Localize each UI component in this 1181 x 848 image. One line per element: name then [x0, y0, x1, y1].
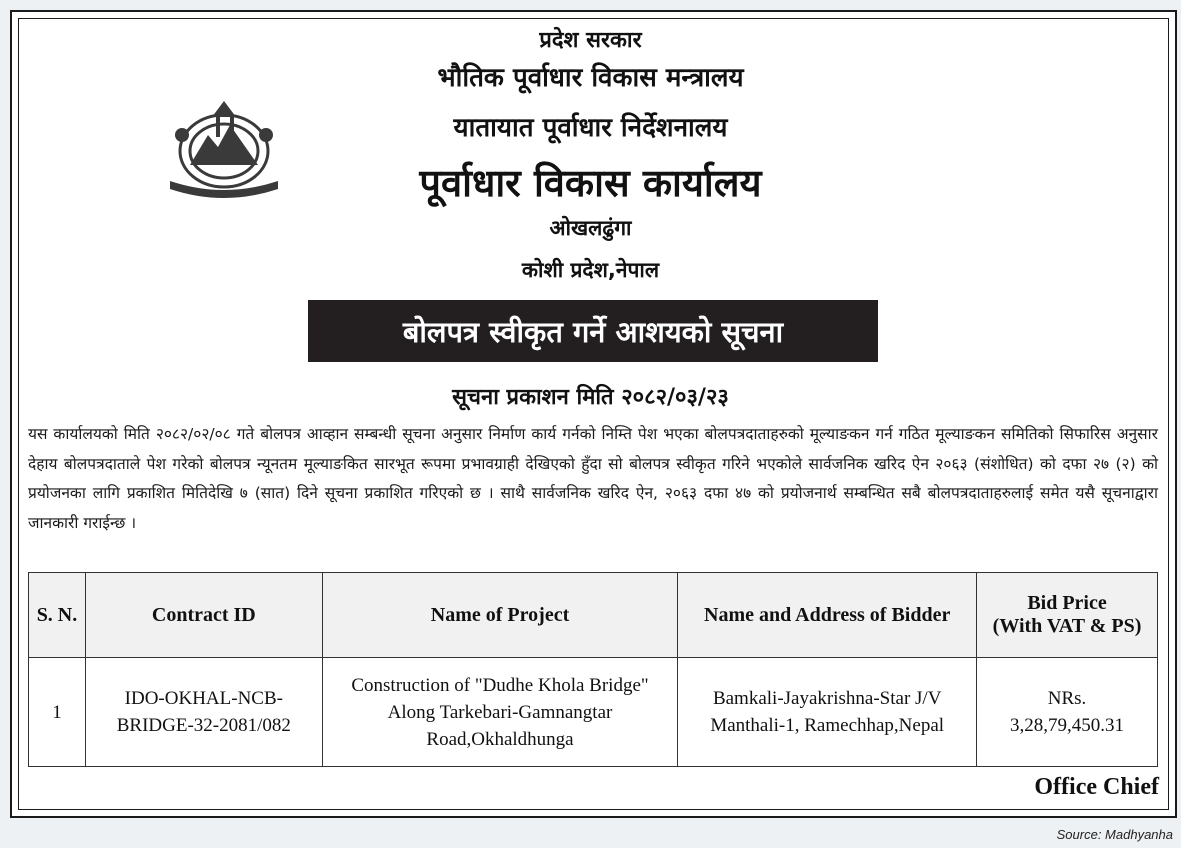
signature-office-chief: Office Chief	[1034, 774, 1159, 800]
cell-sn: 1	[29, 658, 86, 767]
price-currency: NRs.	[1047, 688, 1087, 709]
header-line-3: यातायात पूर्वाधार निर्देशनालय	[453, 113, 728, 143]
header-bid-price	[977, 573, 1158, 658]
cell-bidder	[678, 658, 977, 767]
notice-body-text: यस कार्यालयको मिति २०८२/०२/०८ गते बोलपत्र आव्हान सम्बन्धी सूचना अनुसार निर्माण कार्य गर्नको निम्ति पेश भएका बोलपत्रदाताहरुको मूल्याङकन गर्न गठित मूल्याङकन समितिको सिफारिस अनुसार देहाय बोलपत्रदाताले पेश गरेको बोलपत्र न्यूनतम मूल्याङकित सारभूत रूपमा प्रभावग्राही देखिएको हुँदा सो बोलपत्र स्वीकृत गरिने भएकोले सार्वजनिक खरिद ऐन २०६३ (संशोधित) को दफा २७ (२) को प्रयोजनका लागि प्रकाशित मितिदेखि ७ (सात) दिने सूचना प्रकाशित गरिएको छ । साथै सार्वजनिक खरिद ऐन, २०६३ दफा ४७ को प्रयोजनार्थ सम्बन्धित सबै बोलपत्रदाताहरुलाई समेत यसै सूचनाद्वारा जानकारी गराईन्छ ।	[28, 425, 1158, 532]
publication-date: सूचना प्रकाशन मिति २०८२/०३/२३	[452, 385, 729, 410]
header-contract-id: Contract ID	[85, 573, 322, 658]
cell-contract-id: IDO-OKHAL-NCB-BRIDGE-32-2081/082	[85, 658, 322, 767]
bidder-address: Manthali-1, Ramechhap,Nepal	[710, 715, 945, 736]
price-amount: 3,28,79,450.31	[1010, 715, 1125, 736]
source-credit: Source: Madhyanha	[1056, 827, 1173, 842]
header-province: कोशी प्रदेश,नेपाल	[521, 258, 660, 282]
header-bidder: Name and Address of Bidder	[678, 573, 977, 658]
header-project: Name of Project	[322, 573, 678, 658]
table-row	[29, 658, 1158, 767]
cell-bid-price	[977, 658, 1158, 767]
header-line-1: प्रदेश सरकार	[539, 28, 642, 53]
cell-project: Construction of "Dudhe Khola Bridge" Along Tarkebari-Gamnangtar Road,Okhaldhunga	[322, 658, 678, 767]
notice-title-banner: बोलपत्र स्वीकृत गर्ने आशयको सूचना	[308, 300, 878, 362]
header-bid-price-note: (With VAT & PS)	[992, 615, 1142, 637]
header-bid-price-label: Bid Price	[1027, 592, 1107, 614]
header-sn: S. N.	[29, 573, 86, 658]
header-location: ओखलढुंगा	[549, 216, 632, 240]
header-line-2: भौतिक पूर्वाधार विकास मन्त्रालय	[437, 63, 744, 93]
bidder-name: Bamkali-Jayakrishna-Star J/V	[712, 688, 942, 709]
table-header-row	[29, 573, 1158, 658]
bid-table	[28, 572, 1158, 767]
office-title: पूर्वाधार विकास कार्यालय	[419, 161, 762, 205]
